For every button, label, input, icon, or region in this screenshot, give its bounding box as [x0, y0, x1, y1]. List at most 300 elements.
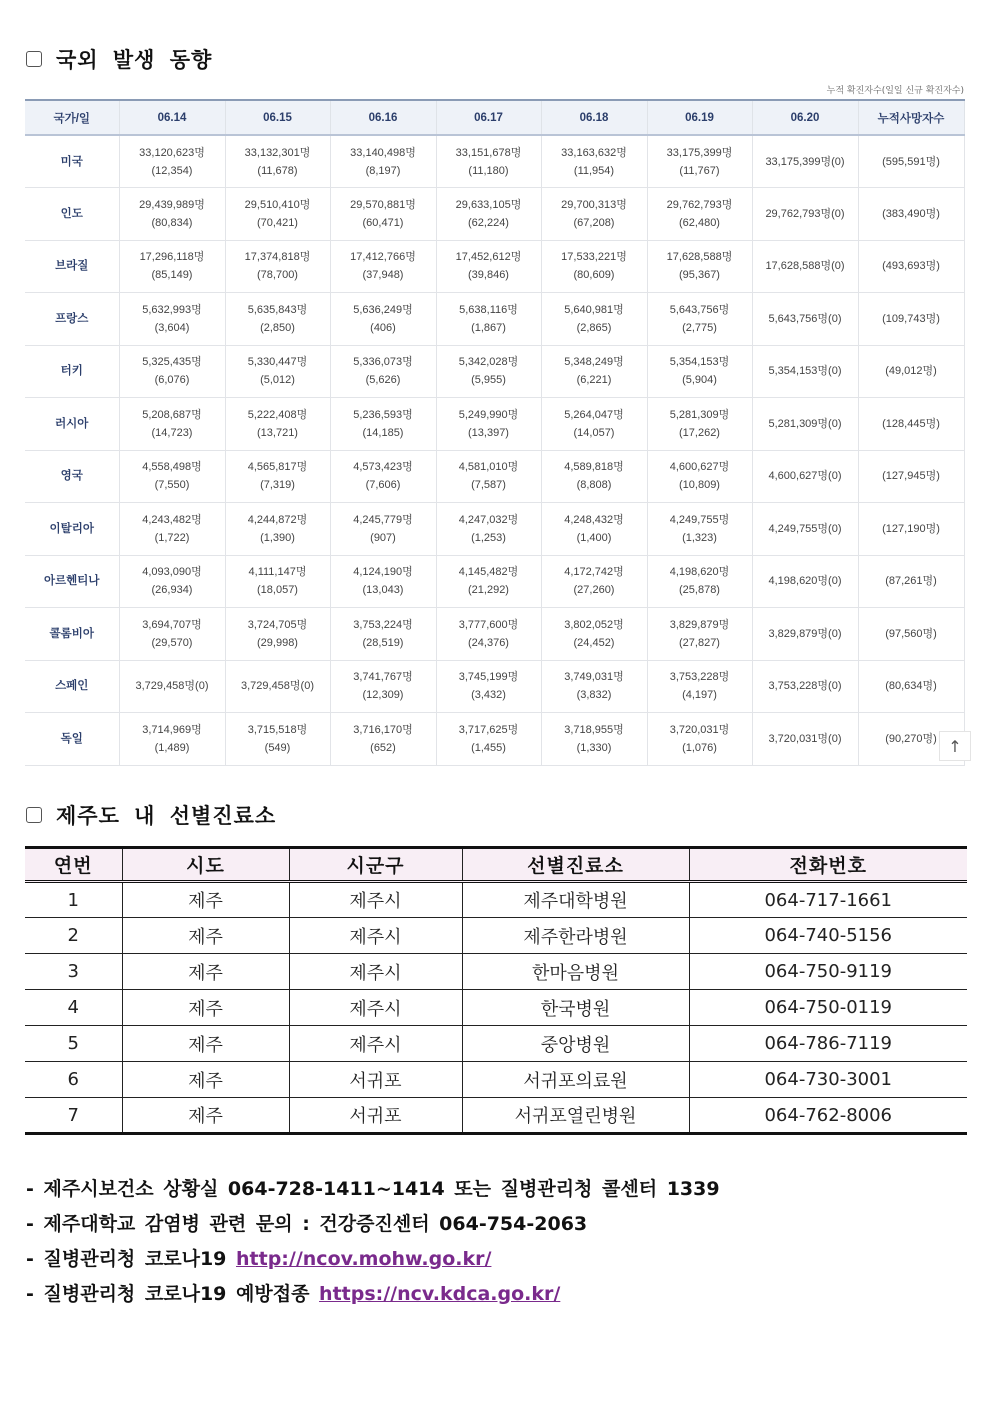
- phone-number: 064-730-3001: [689, 1062, 967, 1098]
- case-count-cell: [541, 608, 647, 661]
- cumulative-cases: 3,749,031명: [564, 671, 624, 684]
- country-name: 러시아: [25, 398, 119, 451]
- cumulative-cases: 3,729,458명(0): [135, 680, 209, 693]
- daily-new-cases: (12,354): [151, 164, 193, 177]
- country-name: 미국: [25, 135, 119, 188]
- case-count-cell: [647, 293, 752, 346]
- cumulative-cases: 4,573,423명: [353, 461, 413, 474]
- jeju-header-row: [25, 848, 967, 882]
- daily-new-cases: (2,850): [260, 321, 295, 334]
- header-no: 연번: [25, 848, 122, 882]
- cumulative-cases: 33,163,632명: [561, 146, 627, 159]
- daily-new-cases: (907): [370, 531, 396, 544]
- cumulative-deaths: (383,490명): [858, 188, 964, 241]
- case-count-cell: [225, 450, 330, 503]
- cumulative-cases: 3,777,600명: [458, 618, 519, 631]
- case-count-cell: [541, 503, 647, 556]
- cumulative-cases: 5,236,593명: [353, 408, 413, 421]
- daily-new-cases: (80,609): [573, 269, 615, 282]
- table-row: [25, 918, 967, 954]
- cumulative-cases: 29,700,313명: [561, 198, 627, 211]
- daily-new-cases: (67,208): [573, 216, 615, 229]
- unit-note: 누적 확진자수(일일 신규 확진자수): [826, 86, 964, 96]
- case-count-cell: [752, 660, 858, 713]
- table-row: [25, 345, 964, 398]
- cumulative-deaths: (127,190명): [858, 503, 964, 556]
- case-count-cell: [330, 188, 436, 241]
- case-count-cell: [119, 135, 225, 188]
- case-count-cell: [330, 135, 436, 188]
- cumulative-cases: 5,632,993명: [142, 303, 202, 316]
- daily-new-cases: (11,954): [573, 164, 615, 177]
- case-count-cell: [225, 240, 330, 293]
- daily-new-cases: (652): [370, 741, 396, 754]
- cumulative-cases: 4,600,627명: [669, 461, 730, 474]
- phone-number: 064-750-0119: [689, 990, 967, 1026]
- case-count-cell: [647, 503, 752, 556]
- case-count-cell: [119, 503, 225, 556]
- table-row: [25, 135, 964, 188]
- cumulative-cases: 3,718,955명: [564, 723, 624, 736]
- daily-new-cases: (2,775): [682, 321, 717, 334]
- case-count-cell: [225, 608, 330, 661]
- cumulative-cases: 5,336,073명: [353, 356, 413, 369]
- table-row: [25, 990, 967, 1026]
- cumulative-cases: 5,264,047명: [564, 408, 624, 421]
- case-count-cell: [647, 398, 752, 451]
- case-count-cell: [330, 660, 436, 713]
- case-count-cell: [541, 398, 647, 451]
- case-count-cell: [752, 398, 858, 451]
- province: 제주: [122, 1026, 289, 1062]
- cumulative-cases: 3,724,705명: [247, 618, 308, 631]
- cumulative-cases: 3,717,625명: [458, 723, 519, 736]
- cumulative-cases: 17,374,818명: [244, 251, 311, 264]
- daily-new-cases: (21,292): [468, 584, 509, 597]
- case-count-cell: [752, 188, 858, 241]
- case-count-cell: [752, 345, 858, 398]
- cumulative-cases: 4,249,755명: [669, 513, 730, 526]
- case-count-cell: [436, 555, 541, 608]
- cumulative-deaths: (109,743명): [858, 293, 964, 346]
- cumulative-cases: 4,093,090명: [142, 566, 202, 579]
- daily-new-cases: (12,309): [362, 689, 404, 702]
- case-count-cell: [330, 503, 436, 556]
- case-count-cell: [436, 293, 541, 346]
- cumulative-deaths: (97,560명): [858, 608, 964, 661]
- clinic-name: 제주대학병원: [462, 882, 689, 918]
- table-row: [25, 1098, 967, 1134]
- cumulative-cases: 5,636,249명: [353, 303, 413, 316]
- table-row: [25, 954, 967, 990]
- cumulative-deaths: (595,591명): [858, 135, 964, 188]
- cumulative-cases: 5,281,309명(0): [768, 417, 842, 430]
- case-count-cell: [647, 608, 752, 661]
- cumulative-cases: 4,558,498명: [142, 461, 202, 474]
- case-count-cell: [225, 713, 330, 766]
- daily-new-cases: (7,606): [365, 479, 401, 492]
- ncov-link[interactable]: http://ncov.mohw.go.kr/: [236, 1248, 492, 1270]
- row-number: 2: [25, 918, 122, 954]
- daily-new-cases: (4,197): [682, 689, 717, 702]
- case-count-cell: [647, 660, 752, 713]
- cumulative-cases: 3,753,224명: [353, 618, 413, 631]
- daily-new-cases: (29,570): [151, 636, 193, 649]
- daily-new-cases: (28,519): [362, 636, 404, 649]
- daily-new-cases: (5,626): [365, 374, 401, 387]
- world-cases-table: [25, 99, 965, 766]
- country-name: 인도: [25, 188, 119, 241]
- cumulative-cases: 4,247,032명: [458, 513, 519, 526]
- daily-new-cases: (1,867): [471, 321, 506, 334]
- cumulative-cases: 4,589,818명: [564, 461, 624, 474]
- case-count-cell: [436, 240, 541, 293]
- case-count-cell: [330, 345, 436, 398]
- country-name: 이탈리아: [25, 503, 119, 556]
- phone-number: 064-762-8006: [689, 1098, 967, 1134]
- cumulative-cases: 4,600,627명(0): [768, 470, 842, 483]
- daily-new-cases: (13,397): [468, 426, 509, 439]
- case-count-cell: [647, 713, 752, 766]
- note-text: - 제주대학교 감염병 관련 문의 : 건강증진센터 064-754-2063: [26, 1213, 588, 1235]
- cumulative-cases: 17,628,588명: [666, 251, 733, 264]
- cumulative-cases: 29,570,881명: [350, 198, 416, 211]
- cumulative-cases: 5,643,756명(0): [768, 312, 842, 325]
- daily-new-cases: (1,076): [682, 741, 717, 754]
- daily-new-cases: (37,948): [362, 269, 404, 282]
- daily-new-cases: (1,253): [471, 531, 506, 544]
- country-name: 프랑스: [25, 293, 119, 346]
- case-count-cell: [752, 240, 858, 293]
- cumulative-cases: 29,439,989명: [139, 198, 205, 211]
- row-number: 4: [25, 990, 122, 1026]
- case-count-cell: [436, 450, 541, 503]
- cumulative-deaths: (49,012명): [858, 345, 964, 398]
- cumulative-cases: 3,741,767명: [353, 671, 413, 684]
- cumulative-cases: 5,222,408명: [247, 408, 308, 421]
- daily-new-cases: (5,955): [471, 374, 506, 387]
- city: 제주시: [289, 990, 462, 1026]
- header-province: 시도: [122, 848, 289, 882]
- daily-new-cases: (24,452): [573, 636, 615, 649]
- case-count-cell: [330, 240, 436, 293]
- case-count-cell: [436, 608, 541, 661]
- case-count-cell: [119, 713, 225, 766]
- header-country: 국가/일: [25, 100, 119, 135]
- case-count-cell: [225, 188, 330, 241]
- cumulative-cases: 17,628,588명(0): [765, 260, 845, 273]
- case-count-cell: [541, 240, 647, 293]
- header-deaths: 누적사망자수: [858, 100, 964, 135]
- cumulative-deaths: (90,270명): [858, 713, 964, 766]
- daily-new-cases: (6,221): [576, 374, 612, 387]
- cumulative-cases: 3,729,458명(0): [240, 680, 314, 693]
- case-count-cell: [330, 293, 436, 346]
- case-count-cell: [436, 660, 541, 713]
- header-date: 06.17: [436, 100, 541, 135]
- case-count-cell: [541, 660, 647, 713]
- case-count-cell: [436, 135, 541, 188]
- table-row: [25, 608, 964, 661]
- cumulative-cases: 5,635,843명: [247, 303, 308, 316]
- daily-new-cases: (7,550): [154, 479, 190, 492]
- daily-new-cases: (3,604): [154, 321, 190, 334]
- daily-new-cases: (8,197): [365, 164, 401, 177]
- case-count-cell: [225, 503, 330, 556]
- table-row: [25, 188, 964, 241]
- cumulative-cases: 3,720,031명(0): [768, 732, 842, 745]
- daily-new-cases: (6,076): [154, 374, 190, 387]
- province: 제주: [122, 882, 289, 918]
- cumulative-cases: 17,412,766명: [350, 251, 416, 264]
- cumulative-deaths: (128,445명): [858, 398, 964, 451]
- city: 제주시: [289, 1026, 462, 1062]
- country-name: 독일: [25, 713, 119, 766]
- case-count-cell: [647, 450, 752, 503]
- case-count-cell: [225, 555, 330, 608]
- case-count-cell: [647, 188, 752, 241]
- daily-new-cases: (7,587): [471, 479, 506, 492]
- cumulative-cases: 4,249,755명(0): [768, 522, 842, 535]
- header-date: 06.20: [752, 100, 858, 135]
- cumulative-deaths: (80,634명): [858, 660, 964, 713]
- header-phone: 전화번호: [689, 848, 967, 882]
- case-count-cell: [330, 398, 436, 451]
- case-count-cell: [119, 293, 225, 346]
- checkbox-square-icon: [26, 51, 42, 67]
- daily-new-cases: (11,678): [257, 164, 298, 177]
- case-count-cell: [119, 188, 225, 241]
- city: 서귀포: [289, 1098, 462, 1134]
- cumulative-cases: 5,348,249명: [564, 356, 624, 369]
- province: 제주: [122, 990, 289, 1026]
- case-count-cell: [752, 713, 858, 766]
- daily-new-cases: (17,262): [679, 426, 720, 439]
- case-count-cell: [436, 713, 541, 766]
- cumulative-cases: 4,565,817명: [247, 461, 308, 474]
- country-name: 터키: [25, 345, 119, 398]
- case-count-cell: [330, 608, 436, 661]
- case-count-cell: [119, 608, 225, 661]
- table-row: [25, 555, 964, 608]
- case-count-cell: [752, 503, 858, 556]
- case-count-cell: [752, 135, 858, 188]
- cumulative-cases: 33,175,399명: [666, 146, 733, 159]
- cumulative-cases: 3,802,052명: [564, 618, 624, 631]
- daily-new-cases: (14,185): [362, 426, 404, 439]
- cumulative-cases: 33,175,399명(0): [765, 155, 845, 168]
- cumulative-cases: 4,581,010명: [458, 461, 519, 474]
- header-date: 06.15: [225, 100, 330, 135]
- daily-new-cases: (39,846): [468, 269, 509, 282]
- case-count-cell: [119, 660, 225, 713]
- cumulative-cases: 5,354,153명: [669, 356, 730, 369]
- daily-new-cases: (62,480): [679, 216, 720, 229]
- row-number: 7: [25, 1098, 122, 1134]
- cumulative-cases: 29,762,793명: [666, 198, 733, 211]
- daily-new-cases: (60,471): [362, 216, 404, 229]
- case-count-cell: [225, 293, 330, 346]
- daily-new-cases: (14,723): [151, 426, 193, 439]
- daily-new-cases: (11,180): [468, 164, 509, 177]
- cumulative-cases: 33,120,623명: [139, 146, 205, 159]
- case-count-cell: [647, 135, 752, 188]
- table-row: [25, 450, 964, 503]
- daily-new-cases: (70,421): [257, 216, 298, 229]
- jeju-clinics-table: [25, 846, 967, 1135]
- note-line: [26, 1209, 720, 1244]
- daily-new-cases: (1,455): [471, 741, 506, 754]
- cumulative-cases: 5,640,981명: [564, 303, 624, 316]
- table-row: [25, 293, 964, 346]
- cumulative-cases: 4,243,482명: [142, 513, 202, 526]
- case-count-cell: [436, 188, 541, 241]
- daily-new-cases: (406): [370, 321, 396, 334]
- case-count-cell: [119, 345, 225, 398]
- country-name: 브라질: [25, 240, 119, 293]
- case-count-cell: [119, 555, 225, 608]
- case-count-cell: [541, 713, 647, 766]
- contact-notes: [26, 1174, 720, 1314]
- daily-new-cases: (1,390): [260, 531, 295, 544]
- cumulative-cases: 3,829,879명(0): [768, 627, 842, 640]
- daily-new-cases: (2,865): [576, 321, 612, 334]
- cumulative-cases: 5,342,028명: [458, 356, 519, 369]
- case-count-cell: [752, 555, 858, 608]
- clinic-name: 서귀포열린병원: [462, 1098, 689, 1134]
- cumulative-cases: 17,296,118명: [139, 251, 205, 264]
- cumulative-cases: 5,208,687명: [142, 408, 202, 421]
- daily-new-cases: (13,043): [362, 584, 404, 597]
- case-count-cell: [752, 450, 858, 503]
- table-row: [25, 660, 964, 713]
- case-count-cell: [541, 188, 647, 241]
- cumulative-cases: 3,753,228명(0): [768, 680, 842, 693]
- case-count-cell: [541, 555, 647, 608]
- cumulative-cases: 5,643,756명: [669, 303, 730, 316]
- case-count-cell: [541, 345, 647, 398]
- case-count-cell: [225, 345, 330, 398]
- daily-new-cases: (8,808): [576, 479, 612, 492]
- phone-number: 064-717-1661: [689, 882, 967, 918]
- cumulative-deaths: (87,261명): [858, 555, 964, 608]
- clinic-name: 서귀포의료원: [462, 1062, 689, 1098]
- province: 제주: [122, 1098, 289, 1134]
- case-count-cell: [330, 713, 436, 766]
- daily-new-cases: (27,827): [679, 636, 720, 649]
- cumulative-cases: 29,762,793명(0): [765, 207, 845, 220]
- row-number: 5: [25, 1026, 122, 1062]
- cumulative-cases: 4,172,742명: [564, 566, 624, 579]
- ncv-link[interactable]: https://ncv.kdca.go.kr/: [319, 1283, 561, 1305]
- table-row: [25, 713, 964, 766]
- cumulative-cases: 5,281,309명: [669, 408, 730, 421]
- country-name: 아르헨티나: [25, 555, 119, 608]
- cumulative-cases: 4,145,482명: [458, 566, 519, 579]
- checkbox-square-icon: [26, 807, 42, 823]
- daily-new-cases: (3,432): [471, 689, 506, 702]
- table-row: [25, 1026, 967, 1062]
- province: 제주: [122, 1062, 289, 1098]
- cumulative-cases: 4,245,779명: [353, 513, 413, 526]
- cumulative-cases: 33,151,678명: [455, 146, 522, 159]
- phone-number: 064-750-9119: [689, 954, 967, 990]
- cumulative-cases: 17,452,612명: [455, 251, 522, 264]
- case-count-cell: [119, 450, 225, 503]
- daily-new-cases: (78,700): [257, 269, 298, 282]
- daily-new-cases: (7,319): [260, 479, 295, 492]
- cumulative-cases: 5,330,447명: [247, 356, 308, 369]
- cumulative-cases: 3,694,707명: [142, 618, 202, 631]
- scroll-to-top-button[interactable]: [939, 731, 971, 761]
- daily-new-cases: (80,834): [151, 216, 193, 229]
- cumulative-cases: 5,638,116명: [459, 303, 518, 316]
- province: 제주: [122, 954, 289, 990]
- daily-new-cases: (1,330): [576, 741, 612, 754]
- cumulative-cases: 33,132,301명: [244, 146, 311, 159]
- note-line: [26, 1279, 720, 1314]
- city: 서귀포: [289, 1062, 462, 1098]
- table-row: [25, 240, 964, 293]
- cumulative-cases: 3,714,969명: [142, 723, 202, 736]
- cumulative-cases: 4,248,432명: [564, 513, 624, 526]
- note-text: - 질병관리청 코로나19: [26, 1248, 237, 1270]
- phone-number: 064-740-5156: [689, 918, 967, 954]
- case-count-cell: [541, 293, 647, 346]
- cumulative-cases: 33,140,498명: [350, 146, 416, 159]
- case-count-cell: [541, 450, 647, 503]
- daily-new-cases: (1,400): [576, 531, 612, 544]
- cumulative-cases: 3,715,518명: [247, 723, 308, 736]
- case-count-cell: [119, 398, 225, 451]
- clinic-name: 중앙병원: [462, 1026, 689, 1062]
- country-name: 영국: [25, 450, 119, 503]
- cumulative-cases: 5,325,435명: [142, 356, 202, 369]
- case-count-cell: [752, 608, 858, 661]
- cumulative-cases: 4,198,620명: [669, 566, 730, 579]
- city: 제주시: [289, 954, 462, 990]
- jeju-section-title-text: 제주도 내 선별진료소: [56, 804, 277, 828]
- clinic-name: 한국병원: [462, 990, 689, 1026]
- cumulative-cases: 3,829,879명: [669, 618, 730, 631]
- daily-new-cases: (24,376): [468, 636, 509, 649]
- note-text: - 질병관리청 코로나19 예방접종: [26, 1283, 320, 1305]
- daily-new-cases: (3,832): [576, 689, 612, 702]
- province: 제주: [122, 918, 289, 954]
- header-clinic: 선별진료소: [462, 848, 689, 882]
- case-count-cell: [436, 503, 541, 556]
- daily-new-cases: (85,149): [151, 269, 193, 282]
- row-number: 6: [25, 1062, 122, 1098]
- world-section-title-text: 국외 발생 동향: [56, 48, 213, 72]
- table-row: [25, 398, 964, 451]
- case-count-cell: [647, 240, 752, 293]
- cumulative-cases: 29,510,410명: [244, 198, 311, 211]
- row-number: 1: [25, 882, 122, 918]
- case-count-cell: [541, 135, 647, 188]
- header-city: 시군구: [289, 848, 462, 882]
- daily-new-cases: (29,998): [257, 636, 298, 649]
- daily-new-cases: (5,012): [260, 374, 295, 387]
- daily-new-cases: (95,367): [679, 269, 720, 282]
- cumulative-cases: 29,633,105명: [455, 198, 522, 211]
- daily-new-cases: (14,057): [573, 426, 615, 439]
- table-row: [25, 503, 964, 556]
- daily-new-cases: (27,260): [573, 584, 615, 597]
- city: 제주시: [289, 882, 462, 918]
- cumulative-cases: 3,753,228명: [669, 671, 730, 684]
- case-count-cell: [436, 345, 541, 398]
